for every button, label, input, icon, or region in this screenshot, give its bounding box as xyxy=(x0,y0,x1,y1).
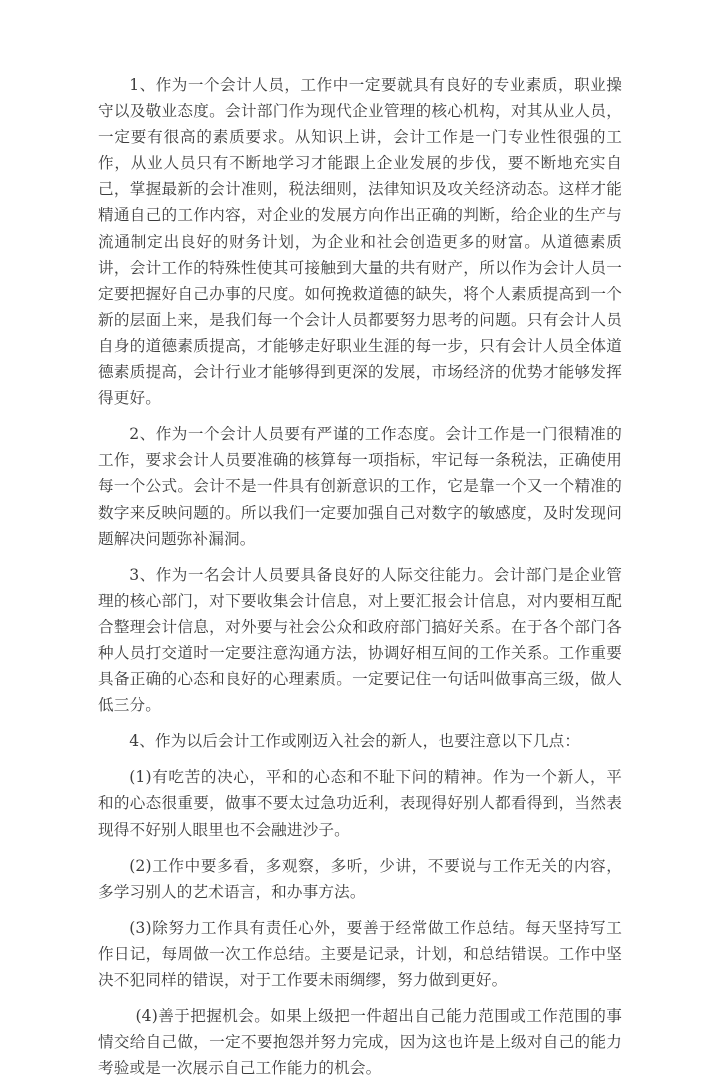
paragraph-3: 3、作为一名会计人员要具备良好的人际交往能力。会计部门是企业管理的核心部门，对下要收集会计信息，对上要汇报会计信息，对内要相互配合整理会计信息，对外要与社会公众和政府部门搞好关系。在于各个部门各种人员打交道时一定要注意沟通方法，协调好相互间的工作关系。工作重要具备正确的心态和良好的心理素质。一定要记住一句话叫做事高三级，做人低三分。 xyxy=(98,565,622,715)
document-text-body xyxy=(98,72,622,1081)
paragraph-4-item-1: (1)有吃苦的决心，平和的心态和不耻下问的精神。作为一个新人，平和的心态很重要，做事不要太过急功近利，表现得好别人都看得到，当然表现得不好别人眼里也不会融进沙子。 xyxy=(98,768,622,839)
paragraph-4: 4、作为以后会计工作或刚迈入社会的新人，也要注意以下几点： xyxy=(129,732,581,751)
paragraph-4-item-2: (2)工作中要多看，多观察，多听，少讲，不要说与工作无关的内容，多学习别人的艺术语言，和办事方法。 xyxy=(98,856,622,901)
paragraph-2: 2、作为一个会计人员要有严谨的工作态度。会计工作是一门很精准的工作，要求会计人员要准确的核算每一项指标，牢记每一条税法，正确使用每一个公式。会计不是一件具有创新意识的工作，它是靠一个又一个精准的数字来反映问题的。所以我们一定要加强自己对数字的敏感度，及时发现问题解决问题弥补漏洞。 xyxy=(98,425,622,548)
paragraph-4-item-3: (3)除努力工作具有责任心外，要善于经常做工作总结。每天坚持写工作日记，每周做一次工作总结。主要是记录，计划，和总结错误。工作中坚决不犯同样的错误，对于工作要未雨绸缪，努力做到更好。 xyxy=(98,918,622,989)
paragraph-4-item-4: (4)善于把握机会。如果上级把一件超出自己能力范围或工作范围的事情交给自己做，一定不要抱怨并努力完成，因为这也许是上级对自己的能力考验或是一次展示自己工作能力的机会。 xyxy=(98,1007,622,1078)
paragraph-1: 1、作为一个会计人员，工作中一定要就具有良好的专业素质，职业操守以及敬业态度。会计部门作为现代企业管理的核心机构，对其从业人员，一定要有很高的素质要求。从知识上讲，会计工作是一门专业性很强的工作，从业人员只有不断地学习才能跟上企业发展的步伐，要不断地充实自己，掌握最新的会计准则，税法细则，法律知识及攻关经济动态。这样才能精通自己的工作内容，对企业的发展方向作出正确的判断，给企业的生产与流通制定出良好的财务计划，为企业和社会创造更多的财富。从道德素质讲，会计工作的特殊性使其可接触到大量的共有财产，所以作为会计人员一定要把握好自己办事的尺度。如何挽救道德的缺失，将个人素质提高到一个新的层面上来，是我们每一个会计人员都要努力思考的问题。只有会计人员自身的道德素质提高，才能够走好职业生涯的每一步，只有会计人员全体道德素质提高，会计行业才能够得到更深的发展，市场经济的优势才能够发挥得更好。 xyxy=(98,76,622,408)
